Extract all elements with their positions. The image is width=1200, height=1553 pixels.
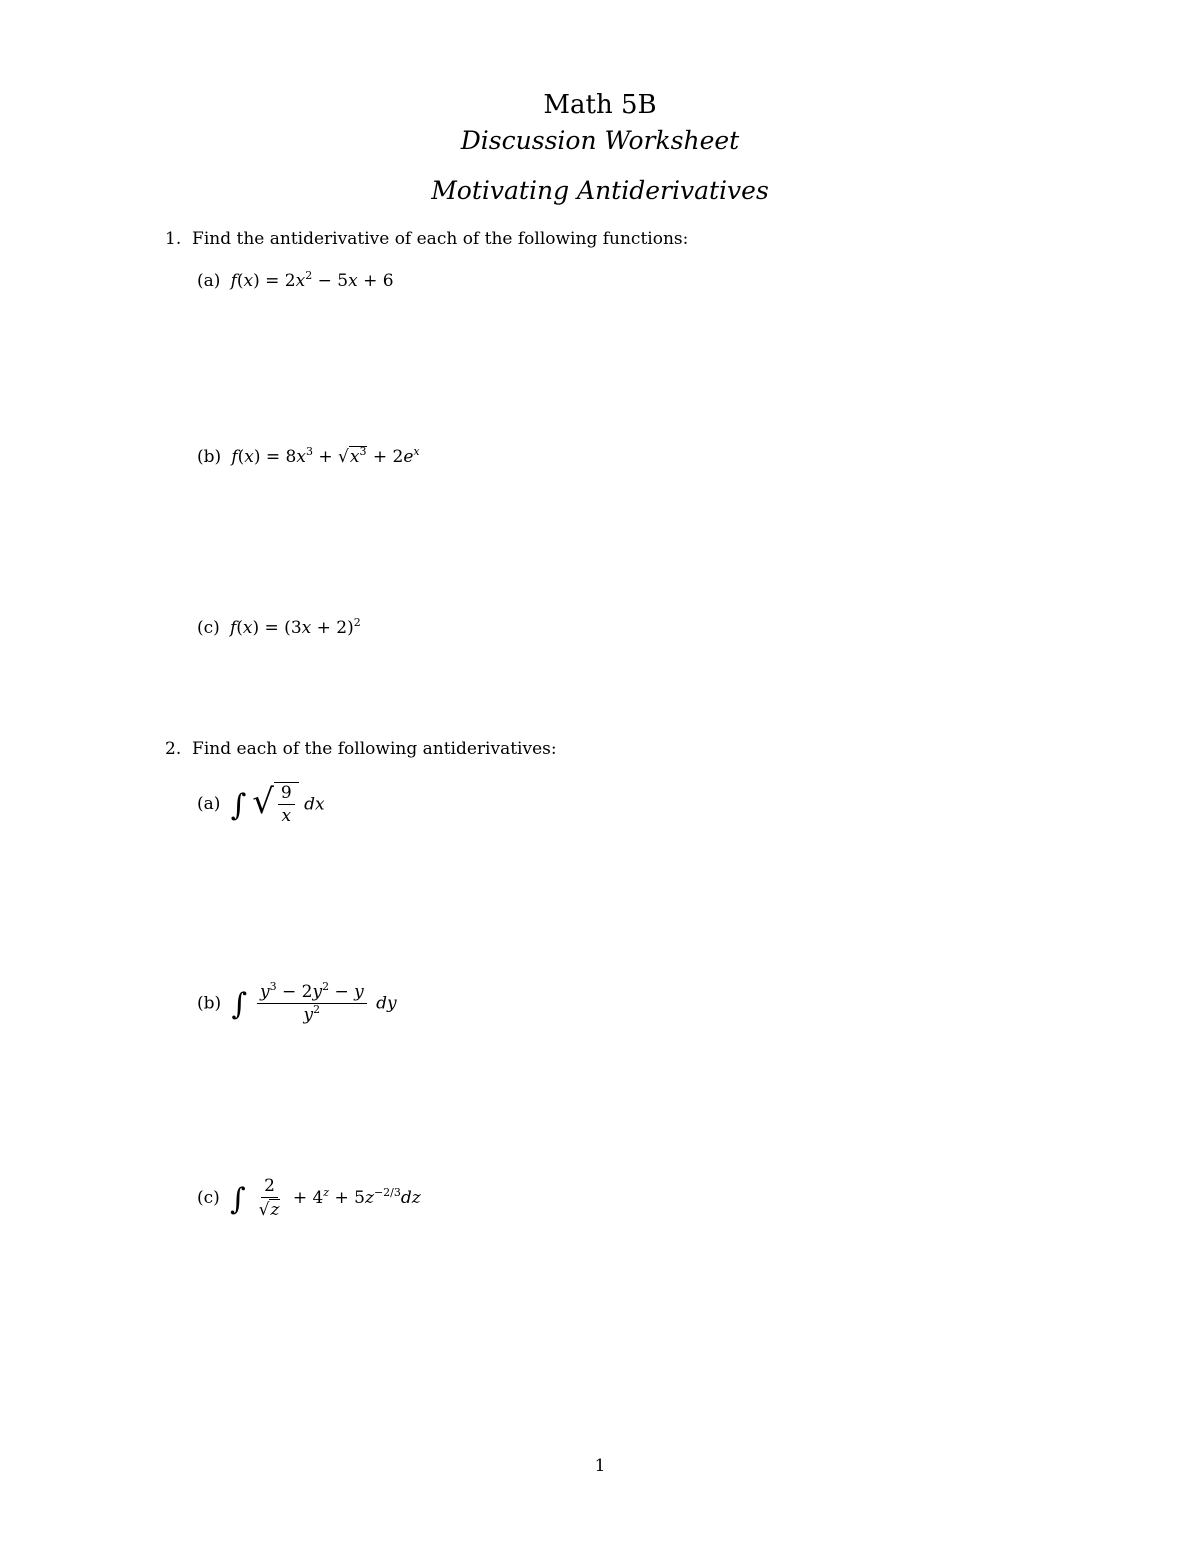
problem-text: Find the antiderivative of each of the following functions: [192,229,689,249]
problem-1-prompt [165,229,688,249]
problem-1c [197,618,361,638]
problem-1b [197,446,420,467]
problem-2c [197,1176,421,1220]
math-expression: ∫ $\frac{y^3 - 2y^2 - y}{y^2}$ dy [231,980,397,1025]
integral-sign: ∫ [230,787,247,823]
part-label: (a) [197,271,221,291]
worksheet-topic: Motivating Antiderivatives [431,176,769,205]
problem-2a [197,782,325,826]
course-title: Math 5B [543,90,657,120]
part-label: (b) [197,993,222,1014]
part-label: (c) [197,618,220,638]
problem-number: 1. [165,229,182,249]
math-expression: ∫ √ $\frac{9}{x}$ dx [230,782,325,826]
integral-sign: ∫ [229,1181,246,1217]
problem-2-prompt [165,739,557,759]
part-label: (a) [197,794,221,814]
problem-number: 2. [165,739,182,759]
math-expression: $f(x) = 2x^2 - 5x + 6$ [230,269,394,291]
problem-2b [197,982,397,1025]
worksheet-subtitle: Discussion Worksheet [460,126,740,155]
integral-sign: ∫ [231,987,247,1022]
part-label: (b) [197,447,222,467]
math-expression: ∫ 2 √ z + $4^z + 5z^{-2/3}dz$ [229,1176,421,1220]
math-expression: $f(x) = 8x^3$ + √ $x^3$ + $2e^x$ [231,445,420,467]
problem-1a [197,271,394,291]
math-expression: $f(x) = (3x + 2)^2$ [229,616,361,638]
part-label: (c) [197,1188,220,1208]
problem-text: Find each of the following antiderivatives: [192,739,557,759]
page-number: 1 [594,1456,606,1476]
